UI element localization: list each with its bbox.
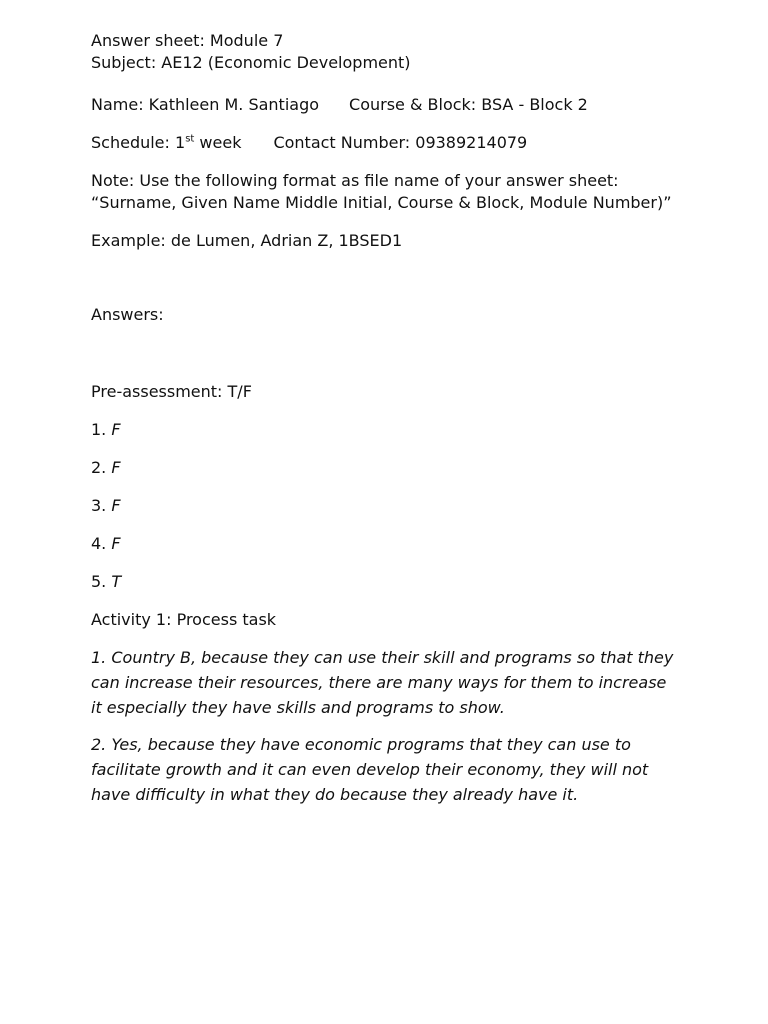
pre-assessment-heading: Pre-assessment: T/F bbox=[91, 382, 252, 401]
list-item: 5. T bbox=[91, 572, 122, 591]
activity-1-heading: Activity 1: Process task bbox=[91, 610, 277, 629]
answers-heading: Answers: bbox=[91, 305, 164, 324]
name-course-row bbox=[91, 94, 691, 116]
list-item: 2. F bbox=[91, 458, 121, 477]
example-line: Example: de Lumen, Adrian Z, 1BSED1 bbox=[91, 231, 403, 250]
student-name: Name: Kathleen M. Santiago bbox=[91, 95, 320, 114]
course-block: Course & Block: BSA - Block 2 bbox=[349, 95, 588, 114]
note-block bbox=[91, 170, 691, 214]
list-item: 3. F bbox=[91, 496, 121, 515]
activity-1-answer-2: 2. Yes, because they have economic programs that they can use to facilitate growth and it can even develop their economy, they will not have difficulty in what they do because they already have it. bbox=[91, 735, 649, 804]
schedule: Schedule: 1st week bbox=[91, 133, 242, 152]
subject-line: Subject: AE12 (Economic Development) bbox=[91, 53, 411, 72]
note-line-1: Note: Use the following format as file name of your answer sheet: bbox=[91, 171, 619, 190]
contact-number: Contact Number: 09389214079 bbox=[273, 133, 528, 152]
answer-sheet-document bbox=[91, 30, 691, 807]
pre-assessment-list bbox=[91, 419, 691, 593]
activity-1-answer-1: 1. Country B, because they can use their skill and programs so that they can increase their resources, there are many ways for them to increase it especially they have skills and programs to show. bbox=[91, 648, 674, 717]
list-item: 1. F bbox=[91, 420, 121, 439]
document-title: Answer sheet: Module 7 bbox=[91, 31, 284, 50]
list-item: 4. F bbox=[91, 534, 121, 553]
note-line-2: “Surname, Given Name Middle Initial, Course & Block, Module Number)” bbox=[91, 193, 672, 212]
schedule-contact-row bbox=[91, 132, 691, 154]
